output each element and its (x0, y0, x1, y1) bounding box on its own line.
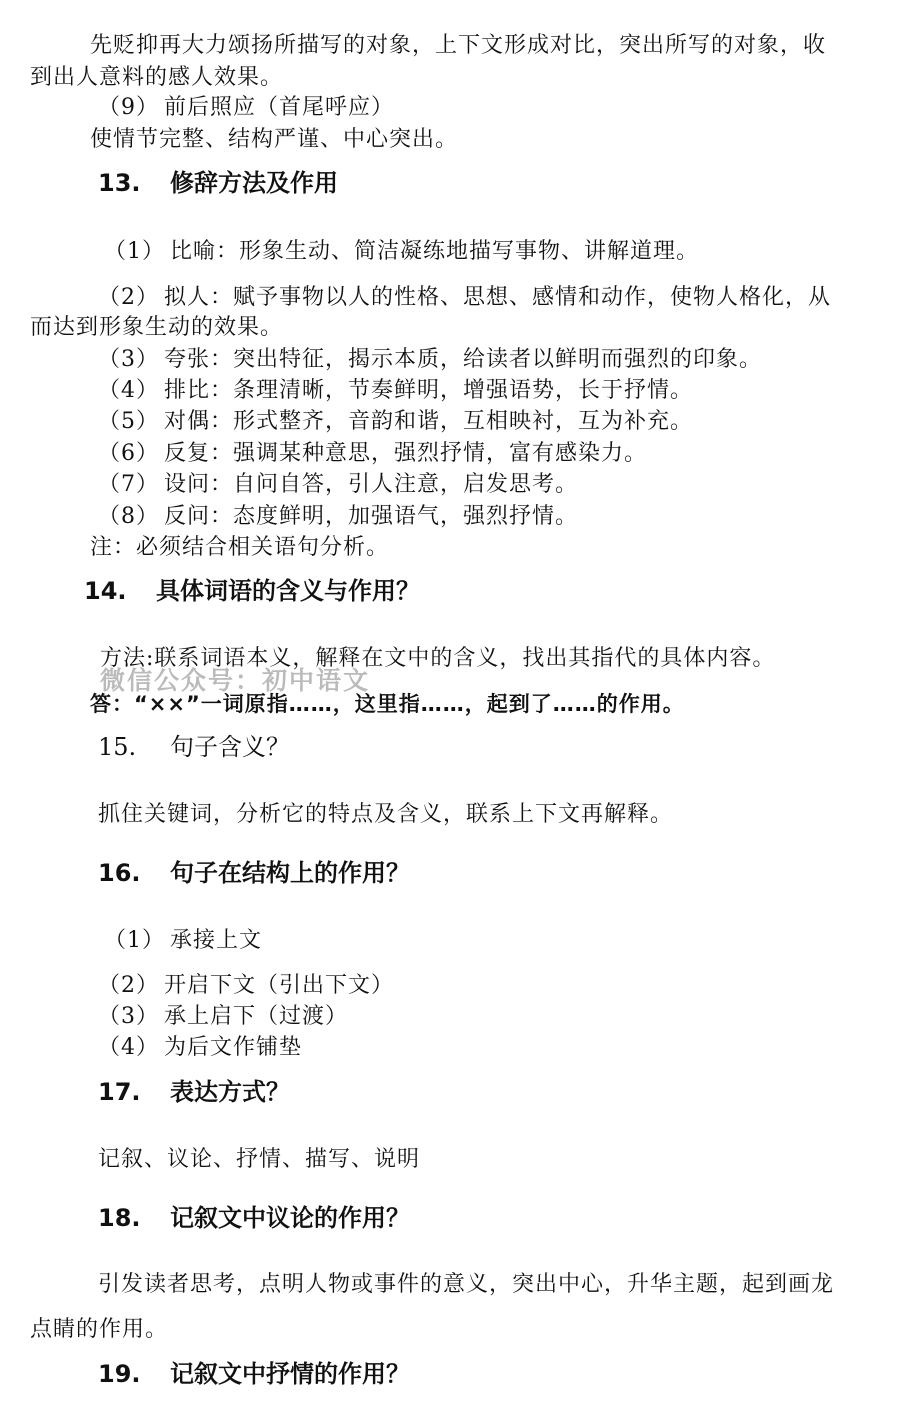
item-text: 比喻：形象生动、简洁凝练地描写事物、讲解道理。 (170, 239, 700, 264)
section-title: 表达方式？ (170, 1078, 290, 1106)
section-number: 14. (84, 577, 127, 605)
section-number: 13. (98, 169, 141, 197)
s16-item-2 (98, 972, 394, 1000)
section-14-heading (84, 576, 420, 606)
section-title: 记叙文中抒情的作用？ (170, 1360, 410, 1388)
section-title: 具体词语的含义与作用？ (156, 577, 420, 605)
s13-item-4 (98, 377, 693, 405)
item-index: （6） (98, 441, 159, 466)
item-index: （2） (98, 973, 159, 998)
intro-item-9-desc: 使情节完整、结构严谨、中心突出。 (90, 127, 459, 152)
section-17-heading (98, 1077, 290, 1107)
item-text: 排比：条理清晰，节奏鲜明，增强语势，长于抒情。 (164, 378, 694, 403)
item-index: （8） (98, 504, 159, 529)
s16-item-4 (98, 1034, 302, 1062)
section-13-heading (98, 168, 338, 198)
s13-item-1 (104, 238, 699, 266)
s17-text: 记叙、议论、抒情、描写、说明 (98, 1147, 421, 1172)
item-index: （1） (104, 928, 165, 953)
item-index: （1） (104, 239, 165, 264)
item-index: （9） (98, 95, 159, 120)
intro-line-1: 先贬抑再大力颂扬所描写的对象，上下文形成对比，突出所写的对象，收 (90, 33, 827, 58)
item-index: （3） (98, 347, 159, 372)
item-text: 开启下文（引出下文） (164, 973, 395, 998)
item-index: （4） (98, 378, 159, 403)
section-19-heading (98, 1359, 410, 1389)
s15-text: 抓住关键词，分析它的特点及含义，联系上下文再解释。 (98, 802, 674, 827)
item-index: （2） (98, 285, 159, 310)
item-text: 反问：态度鲜明，加强语气，强烈抒情。 (164, 504, 579, 529)
s13-note: 注：必须结合相关语句分析。 (90, 535, 390, 560)
section-title: 句子在结构上的作用？ (170, 859, 410, 887)
section-18-heading (98, 1203, 410, 1233)
item-index: （7） (98, 472, 159, 497)
intro-line-2: 到出人意料的感人效果。 (30, 65, 284, 90)
section-title: 记叙文中议论的作用？ (170, 1204, 410, 1232)
item-text: 设问：自问自答，引人注意，启发思考。 (164, 472, 579, 497)
s13-item-2 (98, 284, 831, 312)
section-number: 19. (98, 1360, 141, 1388)
section-number: 15. (98, 733, 137, 761)
section-number: 16. (98, 859, 141, 887)
item-index: （5） (98, 409, 159, 434)
item-text: 承上启下（过渡） (164, 1004, 349, 1029)
item-text: 反复：强调某种意思，强烈抒情，富有感染力。 (164, 441, 648, 466)
s16-item-3 (98, 1003, 348, 1031)
s13-item-5 (98, 408, 693, 436)
section-title: 句子含义？ (170, 733, 290, 761)
s13-item-8 (98, 503, 578, 531)
intro-item-9 (98, 94, 394, 122)
s13-item-2-continuation: 而达到形象生动的效果。 (30, 315, 284, 340)
item-index: （4） (98, 1035, 159, 1060)
section-15-heading (98, 732, 290, 762)
item-text: 承接上文 (170, 928, 263, 953)
s18-line-1: 引发读者思考，点明人物或事件的意义，突出中心，升华主题，起到画龙 (98, 1272, 835, 1297)
s18-line-2: 点睛的作用。 (30, 1317, 169, 1342)
section-16-heading (98, 858, 410, 888)
section-number: 17. (98, 1078, 141, 1106)
s13-item-6 (98, 440, 647, 468)
item-text: 为后文作铺垫 (164, 1035, 303, 1060)
section-number: 18. (98, 1204, 141, 1232)
item-text: 前后照应（首尾呼应） (164, 95, 395, 120)
item-text: 拟人：赋予事物以人的性格、思想、感情和动作，使物人格化，从 (164, 285, 832, 310)
s13-item-3 (98, 346, 762, 374)
s14-answer-template: 答：“××”一词原指……，这里指……，起到了……的作用。 (90, 692, 685, 716)
item-text: 对偶：形式整齐，音韵和谐，互相映衬，互为补充。 (164, 409, 694, 434)
s13-item-7 (98, 471, 578, 499)
item-text: 夸张：突出特征，揭示本质，给读者以鲜明而强烈的印象。 (164, 347, 763, 372)
section-title: 修辞方法及作用 (170, 169, 338, 197)
watermark: 微信公众号：初中语文 (100, 666, 371, 695)
s14-method: 方法:联系词语本义，解释在文中的含义，找出其指代的具体内容。 (100, 646, 776, 671)
s16-item-1 (104, 927, 262, 955)
item-index: （3） (98, 1004, 159, 1029)
